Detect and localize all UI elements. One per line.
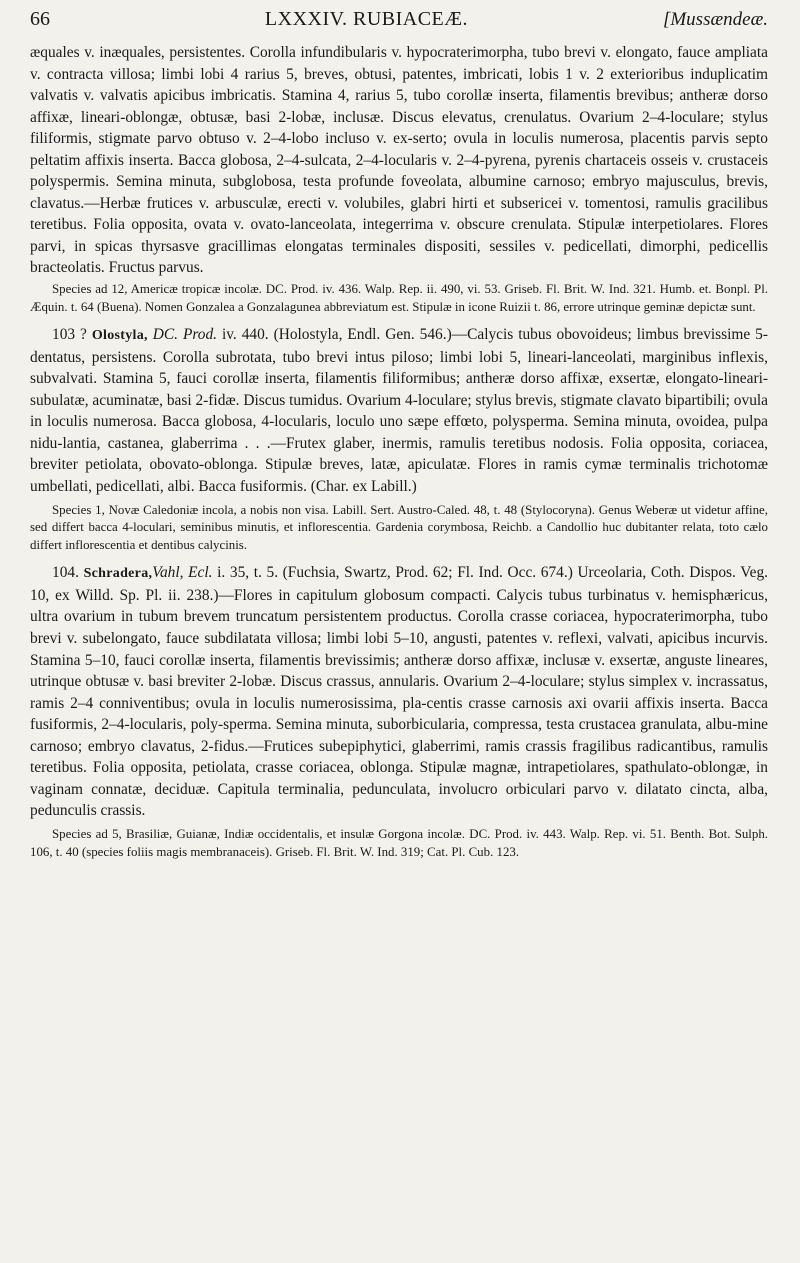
genus-entry-olostyla — [30, 324, 768, 497]
genus-entry-schradera — [30, 562, 768, 822]
genus-authority: DC. Prod. — [152, 326, 217, 344]
paragraph-continued-description: æquales v. inæquales, persistentes. Corolla infundibularis v. hypocraterimorpha, tubo brevi v. elongato, fauce ampliata v. contracta villosa; limbi lobi 4 rarius 5, breves, obtusi, patentes, imbricati, lobis 1 v. 2 exterioribus induplicatim valvatis v. valvatis apicibus imbricatis. Stamina 4, rarius 5, tubo corollæ inserta, filamentis brevibus; antheræ dorso affixæ, lineari-oblongæ, obtusæ, basi 2-lobæ, inclusæ. Discus elevatus, crenulatus. Ovarium 2–4-loculare; stylus filiformis, stigmate parvo obtuso v. 2–4-lobo incluso v. ex-serto; ovula in loculis numerosa, placentis parvis septo peltatim affixis inserta. Bacca globosa, 2–4-sulcata, 2–4-locularis v. 2–4-pyrena, pyrenis chartaceis osseis v. crustaceis polyspermis. Semina minuta, subglobosa, testa profunde foveolata, albumine carnoso; embryo majusculus, brevis, clavatus.—Herbæ frutices v. arbusculæ, erecti v. volubiles, glabri hirti et subsericei v. tomentosi, ramulis gracilibus teretibus. Folia opposita, ovata v. ovato-lanceolata, integerrima v. obscure crenulata. Stipulæ interpetiolares. Flores parvi, in spicas thyrsasve gracillimas elongatas terminales dispositi, sessiles v. pedicellati, dimorphi, pedicellis bracteolatis. Fructus parvus. — [30, 44, 768, 277]
species-note-schradera: Species ad 5, Brasiliæ, Guianæ, Indiæ occidentalis, et insulæ Gorgona incolæ. DC. Prod. iv. 443. Walp. Rep. vi. 51. Benth. Bot. Sulph. 106, t. 40 (species foliis magis membranaceis). Griseb. Fl. Brit. W. Ind. 319; Cat. Pl. Cub. 123. — [30, 826, 768, 859]
entry-number: 104. — [52, 564, 79, 582]
page-number: 66 — [30, 8, 50, 30]
species-note-olostyla: Species 1, Novæ Caledoniæ incola, a nobis non visa. Labill. Sert. Austro-Caled. 48, t. 48 (Stylocoryna). Genus Weberæ ut videtur affine, sed differt bacca 4-loculari, seminibus minutis, et inflorescentia. Gardenia corymbosa, Reichb. a Candollio huc dubitanter relata, toto cælo differt inflorescentia et dentibus calycinis. — [30, 502, 768, 552]
genus-description: i. 35, t. 5. (Fuchsia, Swartz, Prod. 62; Fl. Ind. Occ. 674.) Urceolaria, Coth. Dispos. Veg. 10, ex Willd. Sp. Pl. ii. 238.)—Flores in capitulum globosum compacti. Calycis tubus turbinatus v. hemisphæricus, ultra ovarium in tubum brevem truncatum persistentem productus. Corolla crasse coriacea, hypocraterimorpha, tubo brevi v. subelongato, fauce subdilatata villosa; limbi lobi 5–10, angusti, patentes v. reflexi, valvati, apicibus incurvis. Stamina 5–10, fauci corollæ inserta, filamentis brevissimis; antheræ dorso affixæ, inclusæ v. exsertæ, anguste lineares, utrinque obtusæ v. basi breviter 2-lobæ. Discus crassus, annularis. Ovarium 2–4-loculare; stylus simplex v. incrassatus, ramis 2–4 conniventibus; ovula in loculis numerosissima, pla-centis crasse carnosis axi ovarii affixis inserta. Bacca fusiformis, 2–4-locularis, poly-sperma. Semina minuta, suborbicularia, compressa, testa crustacea granulata, albu-mine carnoso; embryo clavatus, 2-fidus.—Frutices subepiphytici, glaberrimi, ramis crassis fragilibus radicantibus, ramulis teretibus. Folia opposita, petiolata, crasse coriacea, oblonga. Stipulæ magnæ, intrapetiolares, spathulato-oblongæ, in vaginam connatæ, deciduæ. Capitula terminalia, pedunculata, involucro orbiculari parvo v. dilatato cincta, alba, pedunculis crassis. — [30, 564, 768, 820]
genus-name: Schradera, — [83, 566, 153, 582]
chapter-title: LXXXIV. RUBIACEÆ. — [264, 8, 469, 30]
genus-authority: Vahl, Ecl. — [152, 564, 213, 582]
running-head — [30, 8, 768, 36]
entry-number: 103 ? — [52, 326, 87, 344]
section-title: [Mussændeæ. — [662, 9, 768, 30]
genus-description: iv. 440. (Holostyla, Endl. Gen. 546.)—Calycis tubus obovoideus; limbus brevissime 5-dentatus, persistens. Corolla subrotata, tubo brevi intus piloso; limbi lobi 5, lineari-lanceolati, marginibus inflexis, subvalvati. Stamina 5, fauci corollæ inserta, filamentis filiformibus; antheræ dorso affixæ, exsertæ, elongato-lineari-subulatæ, acuminatæ, basi 2-fidæ. Discus tumidus. Ovarium 4-loculare; stylus brevis, stigmate clavato bipartibili; ovula in loculis numerosa. Bacca globosa, 4-locularis, loculo uno sæpe effœto, polysperma. Semina minuta, ovoidea, pulpa nidu-lantia, castanea, glaberrima . . .—Frutex glaber, inermis, ramulis teretibus nodosis. Folia opposita, coriacea, breviter petiolata, obovato-oblonga. Stipulæ breves, latæ, apiculatæ. Flores in ramis cymæ terminalis trichotomæ umbellati, pedicellati, albi. Bacca fusiformis. (Char. ex Labill.) — [30, 326, 768, 496]
species-note-gonzalea: Species ad 12, Americæ tropicæ incolæ. DC. Prod. iv. 436. Walp. Rep. ii. 490, vi. 53. Griseb. Fl. Brit. W. Ind. 321. Humb. et. Bonpl. Pl. Æquin. t. 64 (Buena). Nomen Gonzalea a Gonzalagunea abbreviatum est. Stipulæ in icone Ruizii t. 86, errore utrinque geminæ depictæ sunt. — [30, 282, 768, 314]
genus-name: Olostyla, — [91, 328, 148, 344]
